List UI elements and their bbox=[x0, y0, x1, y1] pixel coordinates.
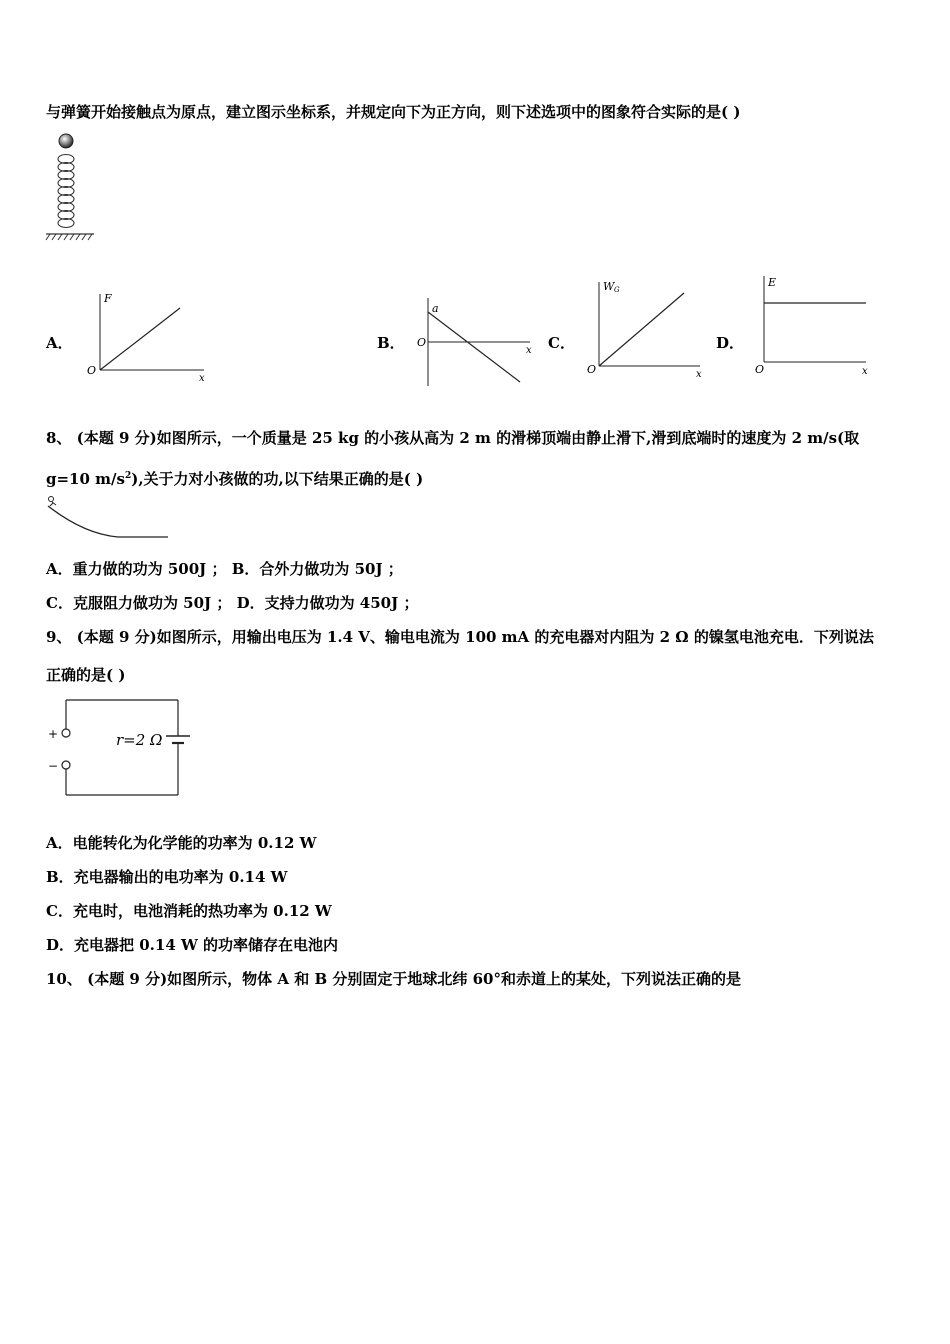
q9-option-c[interactable]: C．充电时，电池消耗的热功率为 0.12 W bbox=[46, 902, 332, 920]
slide-curve bbox=[48, 506, 168, 537]
q9-option-b[interactable]: B．充电器输出的电功率为 0.14 W bbox=[46, 868, 288, 886]
q10-stem-line1: 10、 (本题 9 分)如图所示，物体 A 和 B 分别固定于地球北纬 60°和赤道上的某处，下列说法正确的是 bbox=[46, 970, 741, 988]
q8-stem-line2-sup: 2 bbox=[124, 471, 132, 481]
option-c-label[interactable]: C． bbox=[548, 334, 575, 352]
graph-a-ylabel: F bbox=[104, 292, 112, 305]
option-b-label[interactable]: B． bbox=[377, 334, 405, 352]
graph-a[interactable] bbox=[82, 290, 212, 386]
q8-options-cd[interactable]: C．克服阻力做功为 50J ； D．支持力做功为 450J ； bbox=[46, 594, 419, 612]
graph-d-ylabel: E bbox=[768, 276, 777, 289]
graph-d[interactable] bbox=[752, 272, 876, 380]
graph-c-xlabel: x bbox=[696, 369, 702, 380]
q9-stem-line1: 9、 (本题 9 分)如图所示，用输出电压为 1.4 V、输电电流为 100 mA 的充电器对内阻为 2 Ω 的镍氢电池充电．下列说法 bbox=[46, 628, 874, 646]
q8-stem-line2 bbox=[46, 466, 423, 489]
q8-stem-line2-pre: g=10 m/s bbox=[46, 470, 125, 488]
circuit-figure bbox=[44, 696, 194, 800]
graph-c-ylabel-sub: G bbox=[614, 286, 620, 294]
plus-terminal bbox=[62, 729, 70, 737]
plus-sign: + bbox=[48, 727, 59, 741]
q8-stem-line2-post: ),关于力对小孩做的功,以下结果正确的是( ) bbox=[131, 470, 424, 488]
graph-b-xlabel: x bbox=[526, 345, 532, 356]
graph-a-line bbox=[100, 308, 180, 370]
q9-option-d[interactable]: D．充电器把 0.14 W 的功率储存在电池内 bbox=[46, 936, 339, 954]
spring-coil bbox=[58, 155, 74, 228]
child-icon bbox=[49, 497, 57, 507]
graph-c-line bbox=[599, 293, 684, 366]
graph-b-origin: O bbox=[417, 336, 427, 349]
graph-b-line bbox=[428, 312, 520, 382]
graph-b-ylabel: a bbox=[432, 302, 439, 315]
graph-c[interactable] bbox=[584, 278, 708, 388]
graph-a-xlabel: x bbox=[199, 373, 205, 384]
q9-stem-line2: 正确的是( ) bbox=[46, 666, 126, 684]
graph-a-origin: O bbox=[87, 364, 97, 377]
q9-option-a[interactable]: A．电能转化为化学能的功率为 0.12 W bbox=[46, 834, 317, 852]
ground-hatch bbox=[46, 234, 92, 240]
slide-figure bbox=[44, 494, 174, 542]
graph-d-xlabel: x bbox=[862, 366, 868, 377]
q7-stem-end: 与弹簧开始接触点为原点，建立图示坐标系，并规定向下为正方向，则下述选项中的图象符合实际的是( ) bbox=[46, 103, 741, 121]
graph-c-origin: O bbox=[587, 363, 597, 376]
option-a-label[interactable]: A． bbox=[46, 334, 73, 352]
minus-terminal bbox=[62, 761, 70, 769]
q8-options-ab[interactable]: A．重力做的功为 500J ； B．合外力做功为 50J ； bbox=[46, 560, 403, 578]
resistance-label: r=2 Ω bbox=[116, 731, 163, 749]
q8-stem-line1: 8、 (本题 9 分)如图所示，一个质量是 25 kg 的小孩从高为 2 m 的滑梯顶端由静止滑下,滑到底端时的速度为 2 m/s(取 bbox=[46, 429, 860, 447]
graph-b[interactable] bbox=[412, 296, 542, 390]
option-d-label[interactable]: D． bbox=[716, 334, 745, 352]
graph-d-origin: O bbox=[755, 363, 765, 376]
spring-figure bbox=[44, 130, 96, 242]
minus-sign: − bbox=[48, 759, 59, 773]
graph-c-ylabel: W bbox=[603, 280, 615, 293]
ball-icon bbox=[59, 134, 73, 148]
